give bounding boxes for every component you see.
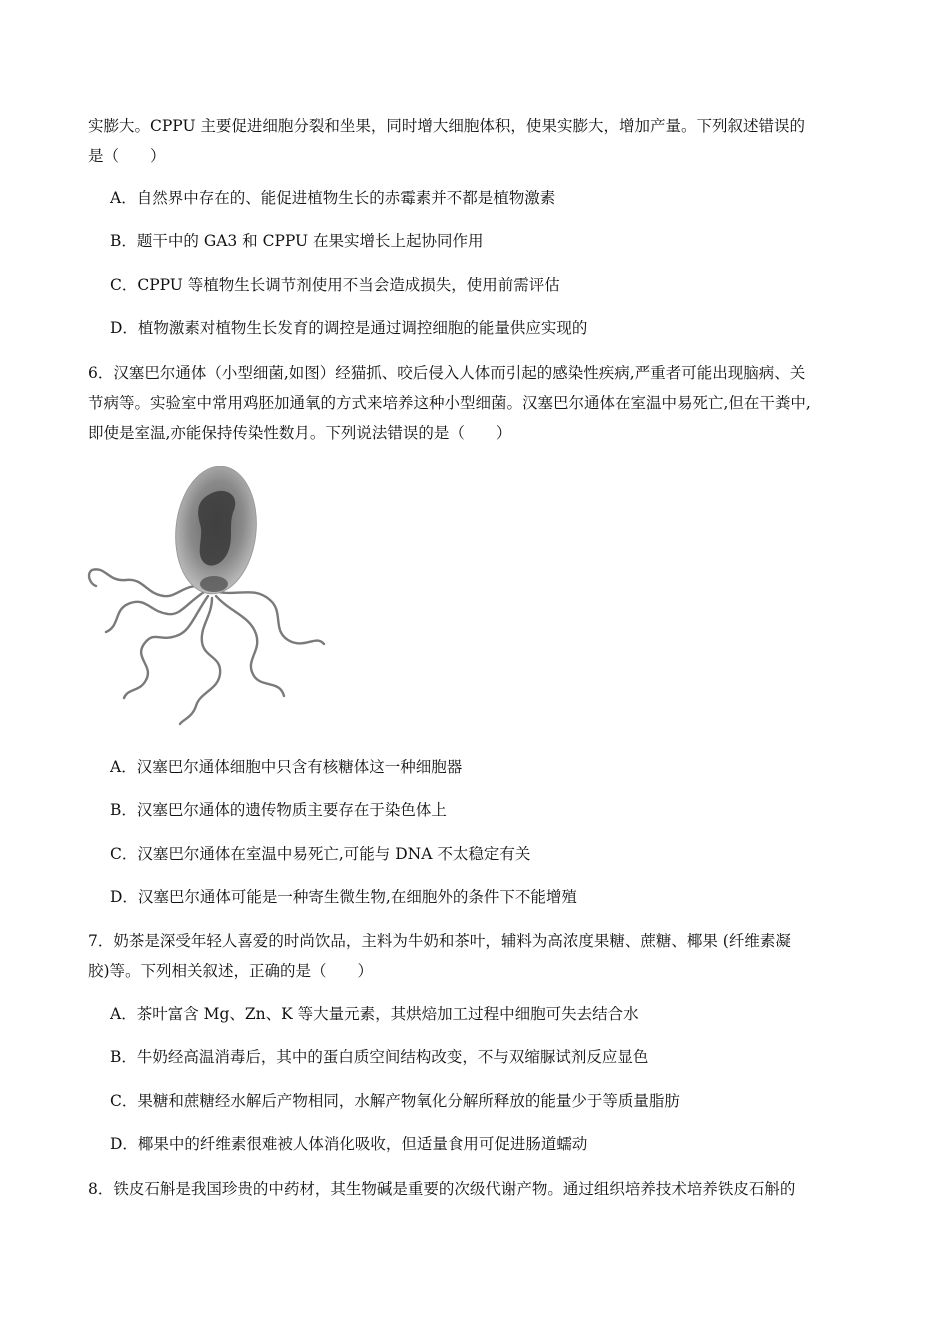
q7-option-d[interactable]: D．椰果中的纤维素很难被人体消化吸收，但适量食用可促进肠道蠕动 bbox=[110, 1135, 588, 1153]
q6-option-d[interactable]: D．汉塞巴尔通体可能是一种寄生微生物,在细胞外的条件下不能增殖 bbox=[110, 888, 577, 906]
q7-option-a[interactable]: A．茶叶富含 Mg、Zn、K 等大量元素，其烘焙加工过程中细胞可失去结合水 bbox=[110, 1005, 639, 1023]
q6-option-b[interactable]: B．汉塞巴尔通体的遗传物质主要存在于染色体上 bbox=[110, 801, 447, 819]
q5-option-a[interactable]: A．自然界中存在的、能促进植物生长的赤霉素并不都是植物激素 bbox=[110, 189, 556, 207]
q5-stem-line-1: 实膨大。CPPU 主要促进细胞分裂和坐果，同时增大细胞体积，使果实膨大，增加产量。下列叙述错误的 bbox=[88, 117, 805, 135]
q6-stem-line-3: 即使是室温,亦能保持传染性数月。下列说法错误的是（ ） bbox=[88, 424, 512, 442]
q7-option-c[interactable]: C．果糖和蔗糖经水解后产物相同，水解产物氧化分解所释放的能量少于等质量脂肪 bbox=[110, 1092, 680, 1110]
q5-stem-line-2: 是（ ） bbox=[88, 147, 166, 165]
q8-stem-line-1: 8．铁皮石斛是我国珍贵的中药材，其生物碱是重要的次级代谢产物。通过组织培养技术培养铁皮石斛的 bbox=[88, 1180, 796, 1198]
q7-stem-line-1: 7．奶茶是深受年轻人喜爱的时尚饮品，主料为牛奶和茶叶，辅料为高浓度果糖、蔗糖、椰果 (纤维素凝 bbox=[88, 932, 791, 950]
q7-option-b[interactable]: B．牛奶经高温消毒后，其中的蛋白质空间结构改变，不与双缩脲试剂反应显色 bbox=[110, 1048, 649, 1066]
q6-stem-line-1: 6．汉塞巴尔通体（小型细菌,如图）经猫抓、咬后侵入人体而引起的感染性疾病,严重者可能出现脑病、关 bbox=[88, 364, 806, 382]
bacterium-figure bbox=[84, 466, 334, 728]
q5-option-b[interactable]: B．题干中的 GA3 和 CPPU 在果实增长上起协同作用 bbox=[110, 232, 484, 250]
q7-stem-line-2: 胶)等。下列相关叙述，正确的是（ ） bbox=[88, 962, 374, 980]
q5-option-c[interactable]: C．CPPU 等植物生长调节剂使用不当会造成损失，使用前需评估 bbox=[110, 276, 560, 294]
q6-option-c[interactable]: C．汉塞巴尔通体在室温中易死亡,可能与 DNA 不太稳定有关 bbox=[110, 845, 531, 863]
q6-option-a[interactable]: A．汉塞巴尔通体细胞中只含有核糖体这一种细胞器 bbox=[110, 758, 463, 776]
q5-option-d[interactable]: D．植物激素对植物生长发育的调控是通过调控细胞的能量供应实现的 bbox=[110, 319, 588, 337]
q6-stem-line-2: 节病等。实验室中常用鸡胚加通氧的方式来培养这种小型细菌。汉塞巴尔通体在室温中易死亡,但在干粪中, bbox=[88, 394, 811, 412]
